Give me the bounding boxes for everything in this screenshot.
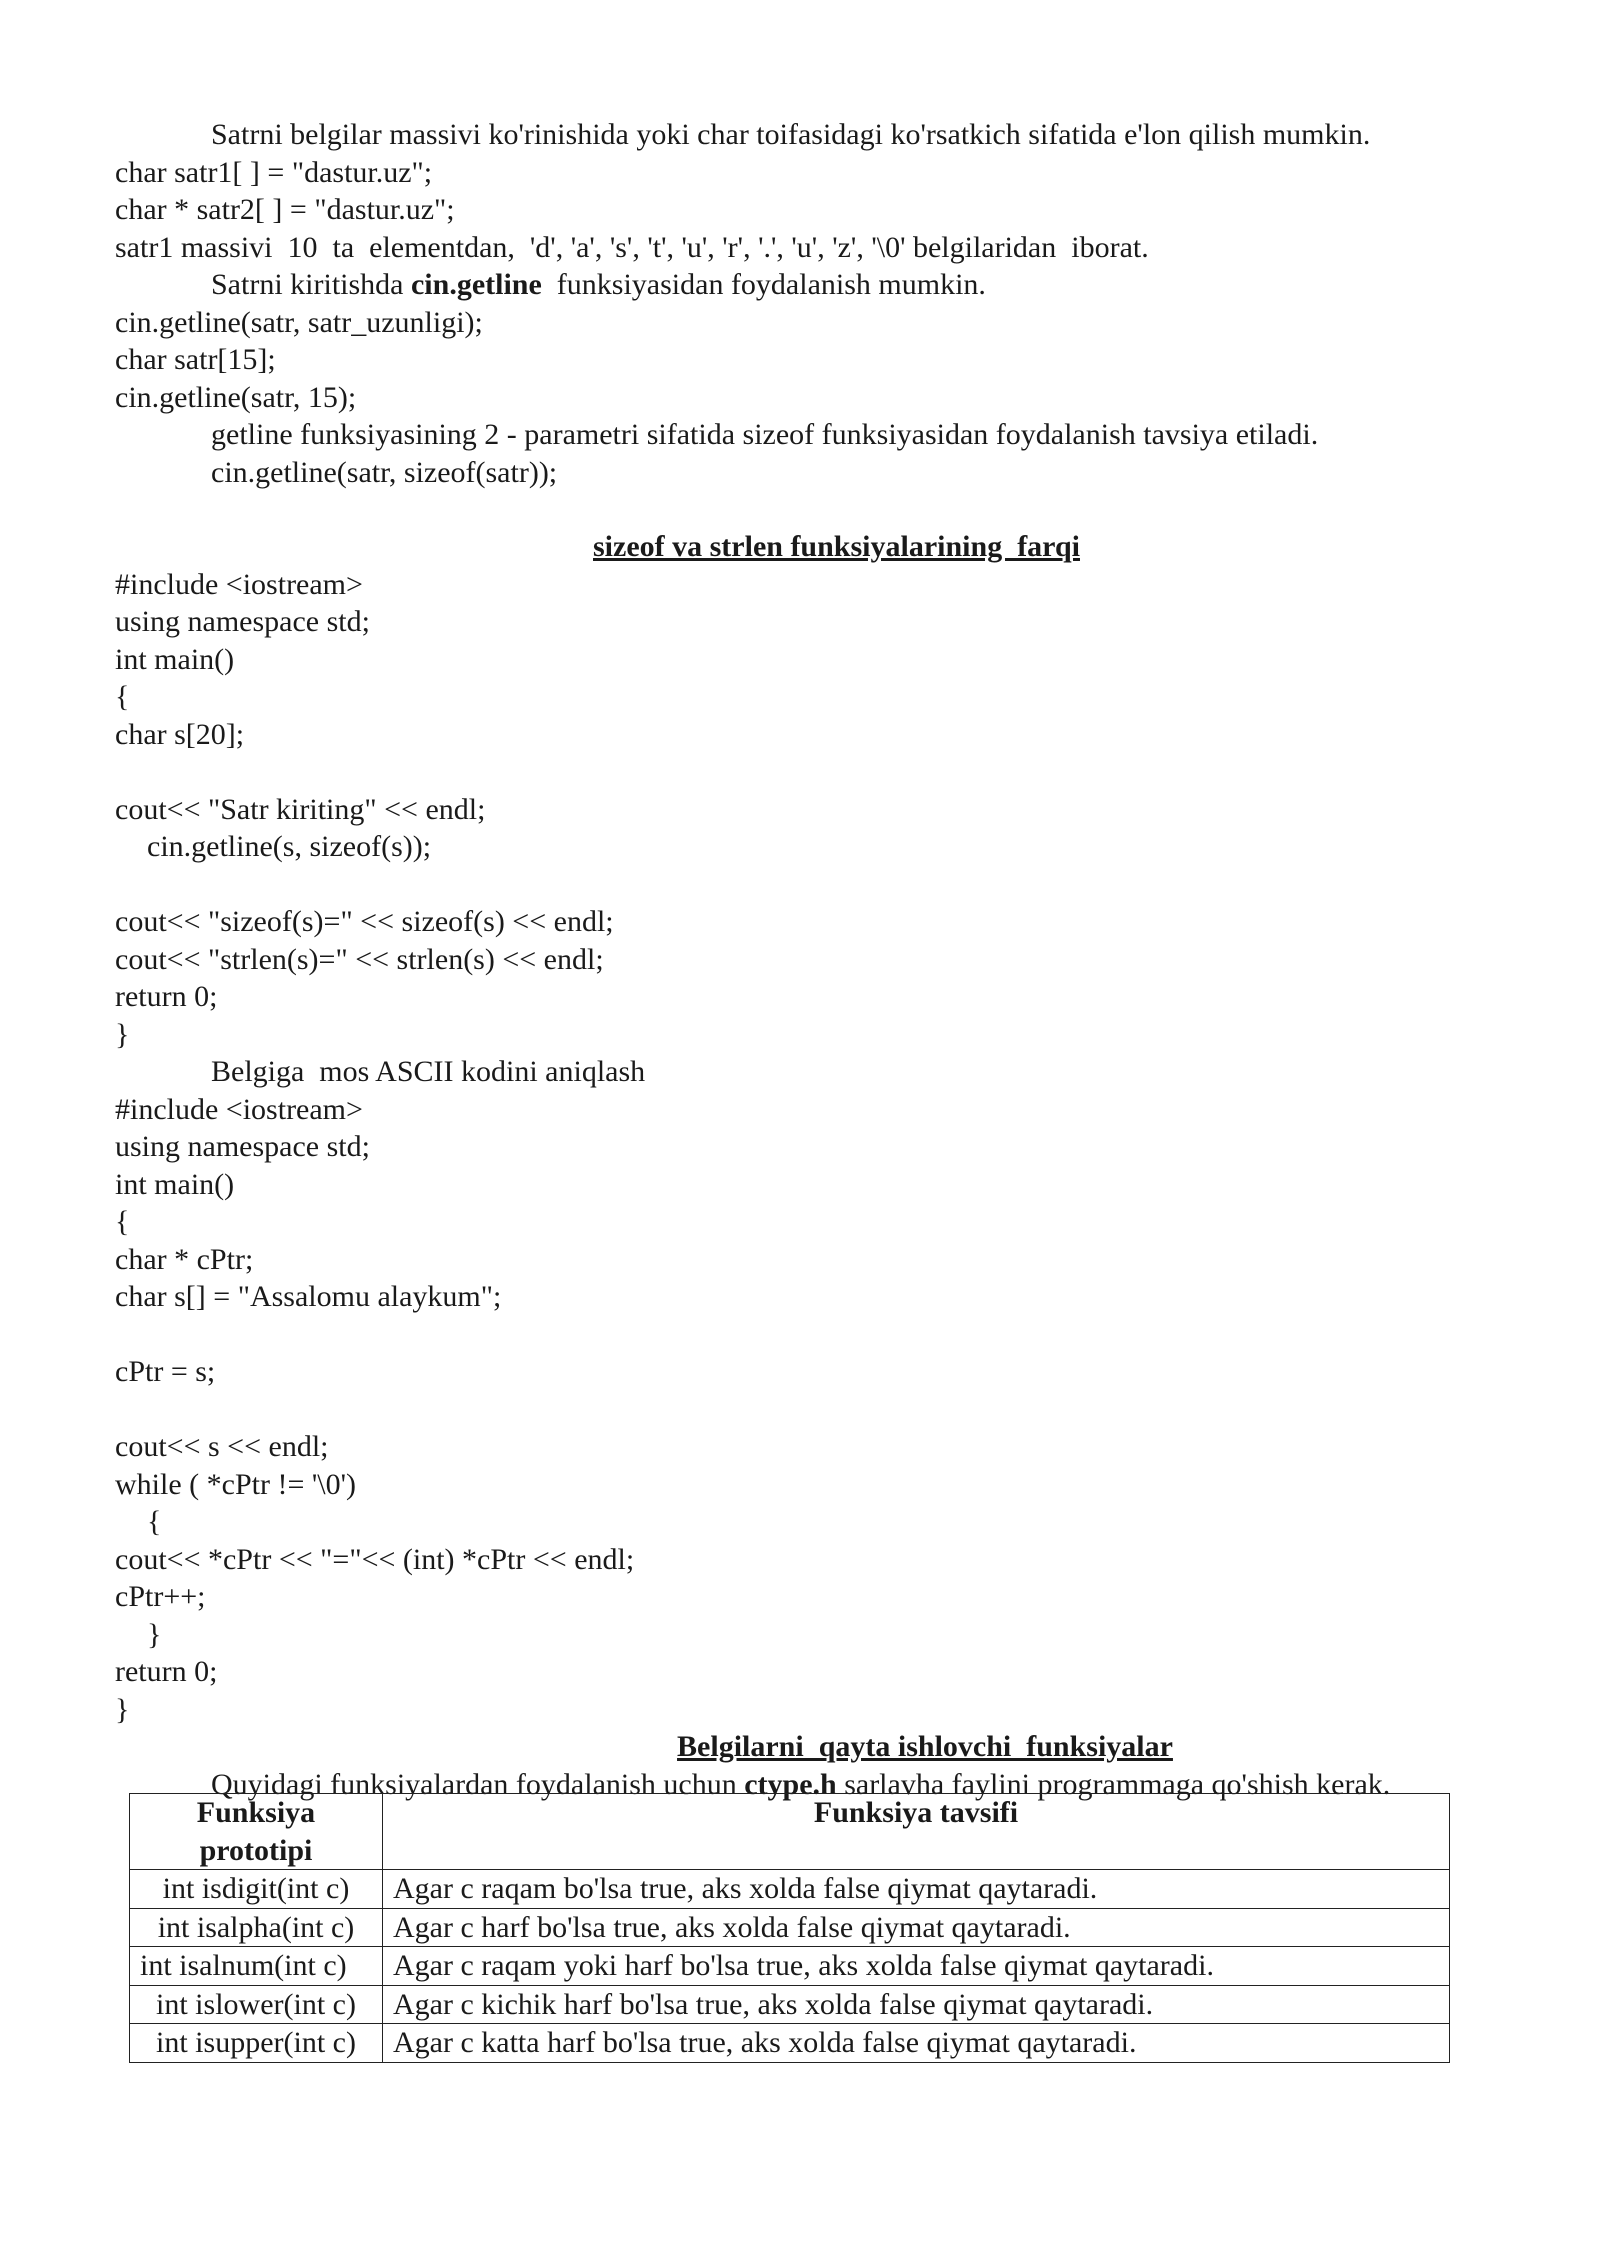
table-row: [130, 2024, 1450, 2063]
table-row: [130, 1870, 1450, 1909]
intro-p2-before: Satrni kiritishda: [211, 268, 411, 301]
table-cell-prototype: int isupper(int c): [130, 2024, 383, 2063]
table-header-description: Funksiya tavsifi: [383, 1794, 1450, 1870]
code-line: cout<< "strlen(s)=" << strlen(s) << endl;: [115, 942, 604, 976]
document-page: [115, 116, 1515, 2059]
section2-code-block: [115, 1091, 1515, 1729]
code-line: #include <iostream>: [115, 567, 363, 601]
code-line: using namespace std;: [115, 605, 370, 638]
table-cell-description: Agar c raqam bo'lsa true, aks xolda false qiymat qaytaradi.: [383, 1870, 1450, 1909]
table-cell-description: Agar c kichik harf bo'lsa true, aks xolda false qiymat qaytaradi.: [383, 1985, 1450, 2024]
code-line: int main(): [115, 642, 235, 676]
code-line: int main(): [115, 1167, 235, 1201]
table-header-prototype: [130, 1794, 383, 1870]
header-prototype-line2: prototipi: [199, 1833, 313, 1867]
code-blank-line: [115, 753, 1515, 791]
code-line: char s[] = "Assalomu alaykum";: [115, 1280, 502, 1313]
code-line-getline-15: cin.getline(satr, 15);: [115, 380, 357, 414]
section3-intro-before: Quyidagi funksiyalardan foydalanish uchun: [211, 1767, 745, 1801]
section3-intro-bold: ctype.h: [744, 1767, 837, 1801]
code-line: }: [115, 1692, 130, 1726]
code-line: cPtr = s;: [115, 1355, 216, 1388]
section3-intro-after: sarlavha faylini programmaga qo'shish kerak.: [836, 1767, 1391, 1801]
code-line: return 0;: [115, 980, 218, 1013]
code-line-getline-generic: cin.getline(satr, satr_uzunligi);: [115, 305, 483, 339]
code-line: cin.getline(s, sizeof(s));: [147, 830, 432, 863]
table-cell-description: Agar c raqam yoki harf bo'lsa true, aks xolda false qiymat qaytaradi.: [383, 1947, 1450, 1986]
code-line: cout<< *cPtr << "="<< (int) *cPtr << endl;: [115, 1542, 635, 1576]
code-line: char * cPtr;: [115, 1242, 254, 1276]
code-line: return 0;: [115, 1655, 218, 1688]
intro-paragraph-2: [115, 266, 1515, 304]
code-line: {: [115, 1205, 130, 1238]
section1-heading: sizeof va strlen funksiyalarining farqi: [593, 530, 1080, 563]
code-blank-line: [115, 1316, 1515, 1354]
code-blank-line: [115, 1391, 1515, 1429]
table-row: [130, 1947, 1450, 1986]
code-line: cPtr++;: [115, 1580, 206, 1613]
code-line: {: [115, 680, 130, 713]
code-line: cout<< s << endl;: [115, 1430, 329, 1463]
code-line: char s[20];: [115, 717, 245, 751]
table-cell-prototype: int isdigit(int c): [130, 1870, 383, 1909]
header-prototype-line1: Funksiya: [196, 1796, 316, 1829]
code-line-satr1: char satr1[ ] = "dastur.uz";: [115, 155, 433, 189]
table-row: [130, 1985, 1450, 2024]
ctype-functions-table: [129, 1793, 1450, 2063]
table-cell-prototype: int isalpha(int c): [130, 1908, 383, 1947]
section2-title: Belgiga mos ASCII kodini aniqlash: [211, 1055, 646, 1088]
intro-paragraph-4: cin.getline(satr, sizeof(satr));: [211, 455, 558, 489]
table-cell-description: Agar c harf bo'lsa true, aks xolda false qiymat qaytaradi.: [383, 1908, 1450, 1947]
section1-code-block: [115, 566, 1515, 1054]
code-line: cout<< "Satr kiriting" << endl;: [115, 792, 486, 826]
code-blank-line: [115, 866, 1515, 904]
table-cell-prototype: int islower(int c): [130, 1985, 383, 2024]
intro-p2-after: funksiyasidan foydalanish mumkin.: [541, 268, 986, 301]
intro-paragraph-3: getline funksiyasining 2 - parametri sifatida sizeof funksiyasidan foydalanish tavsiya etiladi.: [211, 418, 1319, 451]
code-line: #include <iostream>: [115, 1092, 363, 1126]
table-cell-description: Agar c katta harf bo'lsa true, aks xolda false qiymat qaytaradi.: [383, 2024, 1450, 2063]
code-line: }: [115, 1017, 130, 1051]
code-line: using namespace std;: [115, 1130, 370, 1163]
table-row: [130, 1908, 1450, 1947]
intro-satr1-description: satr1 massivi 10 ta elementdan, 'd', 'a', 's', 't', 'u', 'r', '.', 'u', 'z', '\0' belgilaridan iborat.: [115, 230, 1149, 264]
code-line: {: [147, 1505, 162, 1538]
code-line: }: [147, 1617, 162, 1651]
table-header-row: [130, 1794, 1450, 1870]
intro-p2-bold: cin.getline: [410, 268, 542, 301]
code-line-char-satr: char satr[15];: [115, 343, 276, 376]
code-line: while ( *cPtr != '\0'): [115, 1467, 357, 1501]
table-cell-prototype: int isalnum(int c): [130, 1947, 383, 1986]
section3-heading: Belgilarni qayta ishlovchi funksiyalar: [677, 1730, 1173, 1763]
code-line-satr2: char * satr2[ ] = "dastur.uz";: [115, 193, 455, 226]
code-line: cout<< "sizeof(s)=" << sizeof(s) << endl;: [115, 905, 614, 938]
intro-paragraph-1: Satrni belgilar massivi ko'rinishida yoki char toifasidagi ko'rsatkich sifatida e'lon qilish mumkin.: [211, 118, 1371, 151]
